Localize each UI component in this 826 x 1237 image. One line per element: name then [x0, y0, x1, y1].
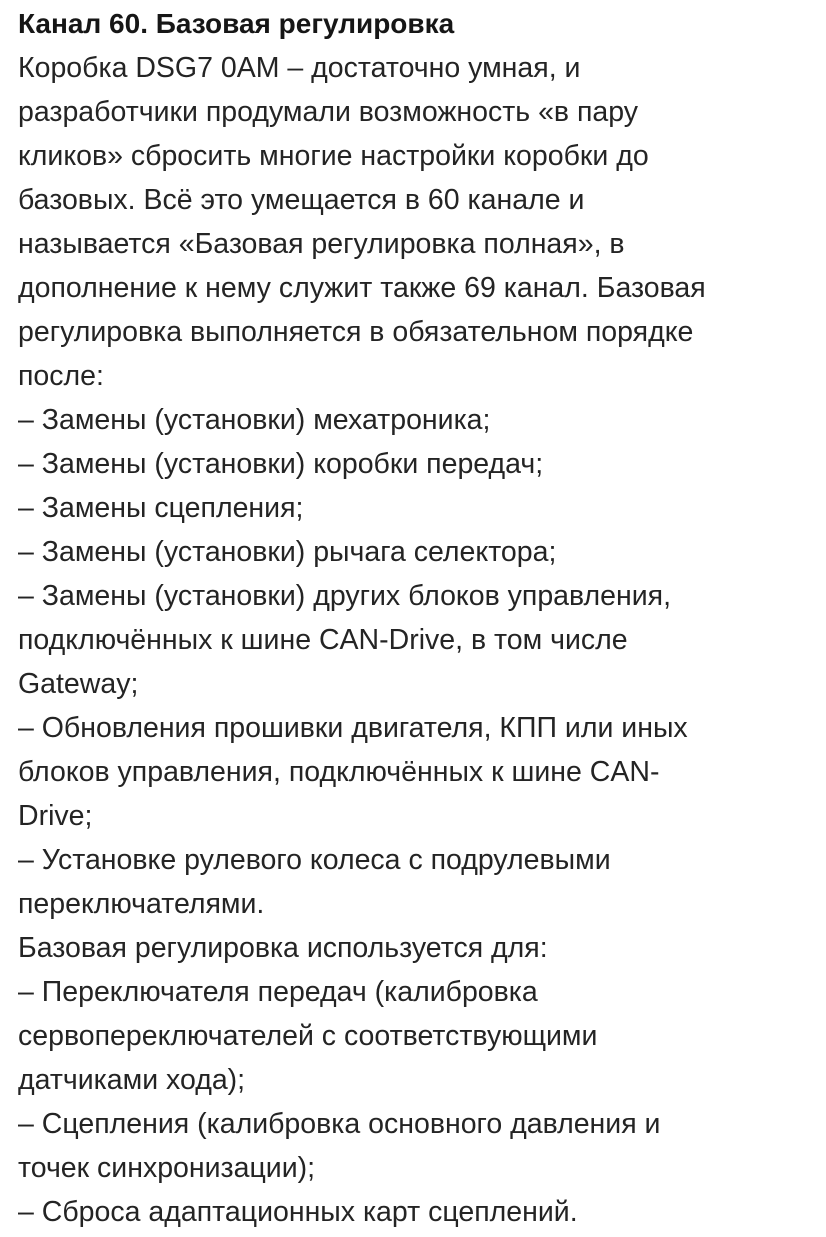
list-item: – Замены (установки) коробки передач; — [18, 448, 544, 480]
list-item: – Замены (установки) других блоков управления, — [18, 580, 671, 612]
list-item: – Сброса адаптационных карт сцеплений. — [18, 1196, 578, 1228]
list-item-continuation: датчиками хода); — [18, 1064, 246, 1096]
text-line: называется «Базовая регулировка полная», в — [18, 228, 625, 260]
text-line: после: — [18, 360, 104, 392]
text-line: регулировка выполняется в обязательном порядке — [18, 316, 694, 348]
list-item: – Замены сцепления; — [18, 492, 304, 524]
list-item-continuation: сервопереключателей с соответствующими — [18, 1020, 598, 1052]
list-item-continuation: переключателями. — [18, 888, 265, 920]
article-title: Канал 60. Базовая регулировка — [18, 8, 455, 39]
text-line: разработчики продумали возможность «в пару — [18, 96, 639, 128]
list-item: – Замены (установки) мехатроника; — [18, 404, 491, 436]
list-item-continuation: Gateway; — [18, 668, 139, 700]
article — [18, 2, 808, 1234]
list-item-continuation: Drive; — [18, 800, 93, 832]
text-line: дополнение к нему служит также 69 канал. Базовая — [18, 272, 706, 304]
list-item: – Установке рулевого колеса с подрулевыми — [18, 844, 611, 876]
list-item-continuation: подключённых к шине CAN-Drive, в том числе — [18, 624, 628, 656]
list-item-continuation: точек синхронизации); — [18, 1152, 316, 1184]
text-line: базовых. Всё это умещается в 60 канале и — [18, 184, 585, 216]
list-item-continuation: блоков управления, подключённых к шине CAN- — [18, 756, 660, 788]
text-line: кликов» сбросить многие настройки коробки до — [18, 140, 649, 172]
text-line: Коробка DSG7 0AM – достаточно умная, и — [18, 52, 581, 84]
list-item: – Обновления прошивки двигателя, КПП или иных — [18, 712, 688, 744]
list-item: – Сцепления (калибровка основного давления и — [18, 1108, 661, 1140]
text-line: Базовая регулировка используется для: — [18, 932, 548, 964]
list-item: – Переключателя передач (калибровка — [18, 976, 538, 1008]
list-item: – Замены (установки) рычага селектора; — [18, 536, 557, 568]
